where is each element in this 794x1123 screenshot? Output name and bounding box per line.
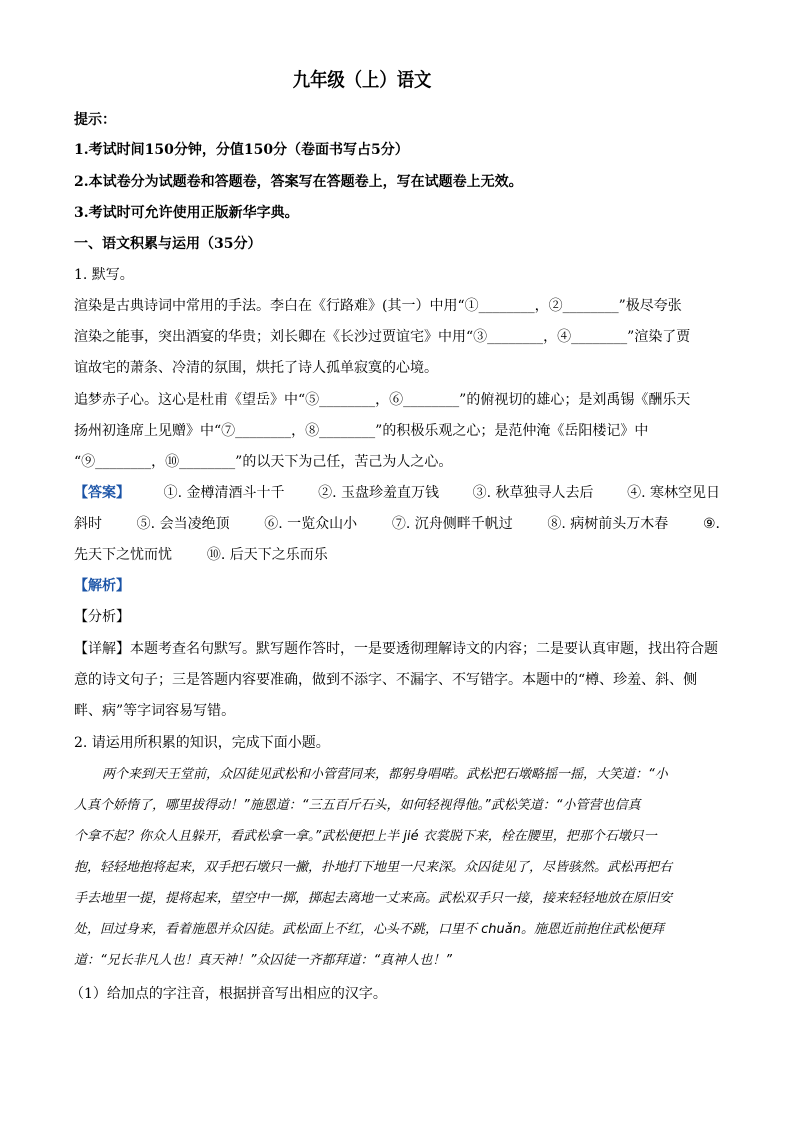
detail-line-1	[74, 639, 718, 659]
question-2-label: 2. 请运用所积累的知识，完成下面小题。	[74, 735, 330, 751]
analysis-tag: 【解析】	[74, 578, 130, 594]
answer-item: ④. 寒林空见日	[627, 485, 720, 501]
question-1-line: 渲染是古典诗词中常用的手法。李白在《行路难》(其一）中用“①________，②________”极尽夸张	[74, 298, 682, 314]
fenxi-tag: 【分析】	[74, 609, 130, 625]
question-1-line: 谊故宅的萧条、冷清的氛围，烘托了诗人孤单寂寞的心境。	[74, 360, 438, 376]
question-1-line: “⑨________，⑩________”的以天下为己任，苦己为人之心。	[74, 454, 453, 470]
question-1-line: 扬州初逢席上见赠》中“⑦________，⑧________”的积极乐观之心；是范仲淹《岳阳楼记》中	[74, 423, 649, 439]
passage-line: 抱，轻轻地抱将起来，双手把石墩只一撇，扑地打下地里一尺来深。众囚徒见了，尽皆骇然。武松再把右	[74, 860, 673, 875]
answer-item: ⑧. 病树前头万木春	[547, 516, 669, 532]
answer-item: ⑥. 一览众山小	[264, 516, 358, 532]
passage-line: 手去地里一提，提将起来，望空中一掷，掷起去离地一丈来高。武松双手只一接，接来轻轻地放在原旧安	[74, 891, 673, 906]
passage-line: 处，回过身来，看着施恩并众囚徒。武松面上不红，心头不跳，口里不 chuǎn。施恩近前抱住武松便拜	[74, 922, 664, 937]
answer-item: ⑩. 后天下之乐而乐	[206, 547, 328, 563]
answer-tag: 【答案】	[74, 485, 130, 501]
tip-item-3: 3.考试时可允许使用正版新华字典。	[74, 205, 299, 221]
detail-line: 意的诗文句子；三是答题内容要准确，做到不添字、不漏字、不写错字。本题中的“樽、珍羞、斜、侧	[74, 672, 698, 688]
answer-item: ①. 金樽清酒斗十千	[163, 485, 285, 501]
passage-line: 个拿不起？你众人且躲开，看武松拿一拿。”武松便把上半 jié 衣裳脱下来，栓在腰里，把那个石墩只一	[74, 829, 657, 844]
answer-line-2	[74, 514, 720, 534]
page-title: 九年级（上）语文	[292, 69, 432, 91]
answer-item: ⑦. 沉舟侧畔千帆过	[391, 516, 513, 532]
answer-item: ⑤. 会当凌绝顶	[136, 516, 230, 532]
sub-question-1: （1）给加点的字注音，根据拼音写出相应的汉字。	[70, 986, 387, 1002]
section-heading: 一、语文积累与运用（35分）	[74, 236, 262, 252]
answer-item: ③. 秋草独寻人去后	[472, 485, 594, 501]
answer-line-1	[74, 483, 720, 503]
answer-item: ⑨.	[702, 516, 720, 532]
answer-line-3	[74, 545, 328, 565]
tip-item-1: 1.考试时间150分钟，分值150分（卷面书写占5分）	[74, 142, 409, 158]
passage-line: 道：“兄长非凡人也！真天神！”众囚徒一齐都拜道：“真神人也！”	[74, 953, 452, 968]
tip-item-2: 2.本试卷分为试题卷和答题卷，答案写在答题卷上，写在试题卷上无效。	[74, 174, 523, 190]
tips-heading: 提示：	[74, 112, 116, 128]
detail-tag: 【详解】	[74, 641, 130, 657]
detail-line: 畔、病”等字词容易写错。	[74, 703, 236, 719]
passage-line: 两个来到天王堂前，众囚徒见武松和小管营同来，都躬身唱喏。武松把石墩略摇一摇，大笑道：“小	[102, 767, 668, 782]
answer-item: 斜时	[74, 516, 102, 532]
detail-text: 本题考查名句默写。默写题作答时，一是要透彻理解诗文的内容；二是要认真审题，找出符合题	[130, 641, 718, 657]
question-1-line: 追梦赤子心。这心是杜甫《望岳》中“⑤________，⑥________”的俯视切的雄心；是刘禹锡《酬乐天	[74, 392, 691, 408]
question-1-label: 1. 默写。	[74, 267, 134, 283]
answer-item: ②. 玉盘珍羞直万钱	[318, 485, 439, 501]
passage-line: 人真个娇惰了，哪里拔得动！”施恩道：“三五百斤石头，如何轻视得他。”武松笑道：“小管营也信真	[74, 798, 641, 813]
question-1-line: 渲染之能事，突出酒宴的华贵；刘长卿在《长沙过贾谊宅》中用“③________，④________”渲染了贾	[74, 329, 691, 345]
answer-item: 先天下之忧而忧	[74, 547, 172, 563]
